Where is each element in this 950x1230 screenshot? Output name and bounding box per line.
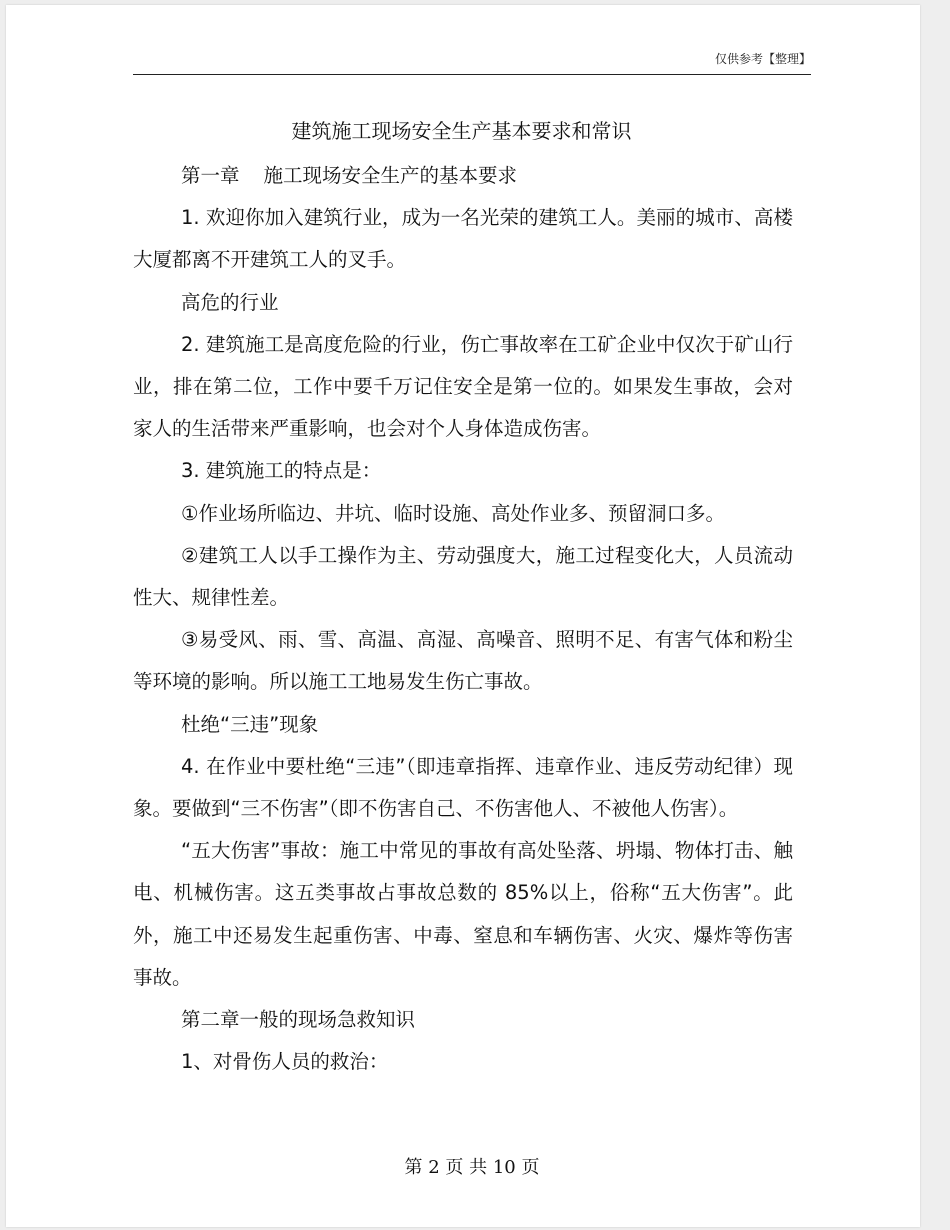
paragraph: 1、对骨伤人员的救治： — [181, 1050, 389, 1074]
paragraph: 1. 欢迎你加入建筑行业，成为一名光荣的建筑工人。美丽的城市、高楼大厦都离不开建筑工人的叉手。 — [133, 206, 793, 272]
paragraph: 3. 建筑施工的特点是： — [181, 459, 382, 483]
chapter-title: 施工现场安全生产的基本要求 — [263, 164, 518, 187]
list-item: ③易受风、雨、雪、高温、高湿、高噪音、照明不足、有害气体和粉尘等环境的影响。所以施工工地易发生伤亡事故。 — [133, 628, 793, 694]
chapter-number: 第一章 — [181, 164, 240, 187]
section-heading: 杜绝“三违”现象 — [181, 712, 319, 736]
paragraph: 4. 在作业中要杜绝“三违”（即违章指挥、违章作业、违反劳动纪律）现象。要做到“三不伤害”（即不伤害自己、不伤害他人、不被他人伤害）。 — [133, 754, 793, 821]
chapter-heading: 第二章一般的现场急救知识 — [181, 1008, 416, 1032]
page-footer: 第 2 页 共 10 页 — [404, 1157, 540, 1178]
paragraph: “五大伤害”事故：施工中常见的事故有高处坠落、坍塌、物体打击、触电、机械伤害。这五类事故占事故总数的 85%以上，俗称“五大伤害”。此外，施工中还易发生起重伤害、中毒、窒息和车辆伤害、火灾、爆炸等伤害事故。 — [133, 839, 793, 989]
header-rule — [133, 74, 811, 75]
section-heading: 高危的行业 — [181, 290, 279, 314]
chapter-heading — [133, 155, 793, 197]
document-title: 建筑施工现场安全生产基本要求和常识 — [291, 119, 632, 143]
list-item: ②建筑工人以手工操作为主、劳动强度大，施工过程变化大，人员流动性大、规律性差。 — [133, 543, 793, 610]
page-header: 仅供参考【整理】 — [714, 52, 811, 66]
document-body — [133, 155, 793, 1083]
paragraph: 2. 建筑施工是高度危险的行业，伤亡事故率在工矿企业中仅次于矿山行业，排在第二位，工作中要千万记住安全是第一位的。如果发生事故，会对家人的生活带来严重影响，也会对个人身体造成伤害。 — [133, 332, 793, 441]
list-item: ①作业场所临边、井坑、临时设施、高处作业多、预留洞口多。 — [181, 501, 725, 525]
